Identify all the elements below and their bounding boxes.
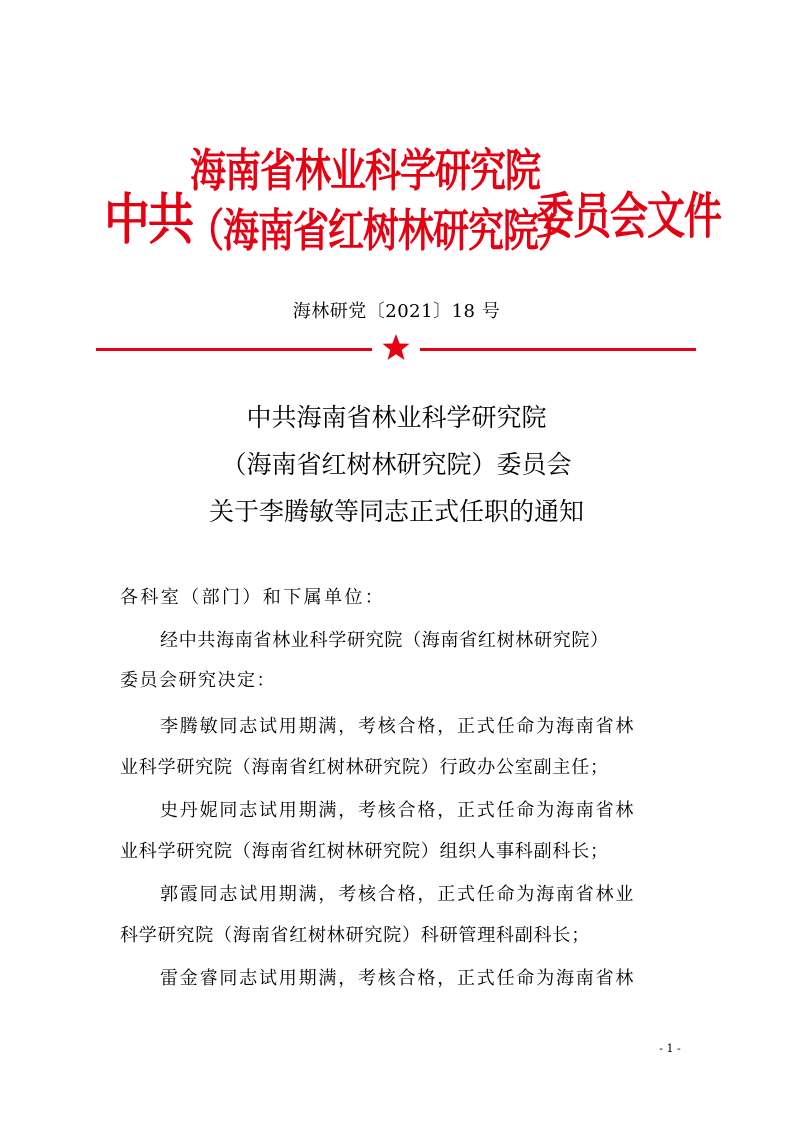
header-middle-line2: （海南省红树林研究院） <box>188 206 574 258</box>
body-line: 经中共海南省林业科学研究院（海南省红树林研究院） <box>160 630 609 651</box>
body-line: 委员会研究决定： <box>120 670 276 691</box>
header-right-text: 委员会文件 <box>536 187 722 245</box>
body-line: 科学研究院（海南省红树林研究院）科研管理科副科长； <box>120 925 590 946</box>
header-middle-line1: 海南省林业科学研究院 <box>190 146 541 198</box>
addressee: 各科室（部门）和下属单位： <box>120 587 386 608</box>
title-line-3: 关于李腾敏等同志正式任职的通知 <box>208 497 584 526</box>
title-line-2: （海南省红树林研究院）委员会 <box>221 450 572 479</box>
red-divider-right <box>420 348 696 351</box>
title-line-1: 中共海南省林业科学研究院 <box>246 403 547 432</box>
body-line: 雷金睿同志试用期满，考核合格，正式任命为海南省林 <box>160 968 636 989</box>
document-number: 海林研党〔2021〕18 号 <box>292 301 501 322</box>
body-line: 郭霞同志试用期满，考核合格，正式任命为海南省林业 <box>160 884 636 905</box>
body-line: 业科学研究院（海南省红树林研究院）行政办公室副主任； <box>120 757 609 778</box>
body-line: 李腾敏同志试用期满，考核合格，正式任命为海南省林 <box>160 716 636 737</box>
page-number: - 1 - <box>659 1042 681 1055</box>
red-divider-left <box>96 348 372 351</box>
star-icon <box>381 333 411 363</box>
body-line: 史丹妮同志试用期满，考核合格，正式任命为海南省林 <box>160 800 636 821</box>
header-left-text: 中共 <box>104 186 192 252</box>
body-line: 业科学研究院（海南省红树林研究院）组织人事科副科长； <box>120 841 609 862</box>
